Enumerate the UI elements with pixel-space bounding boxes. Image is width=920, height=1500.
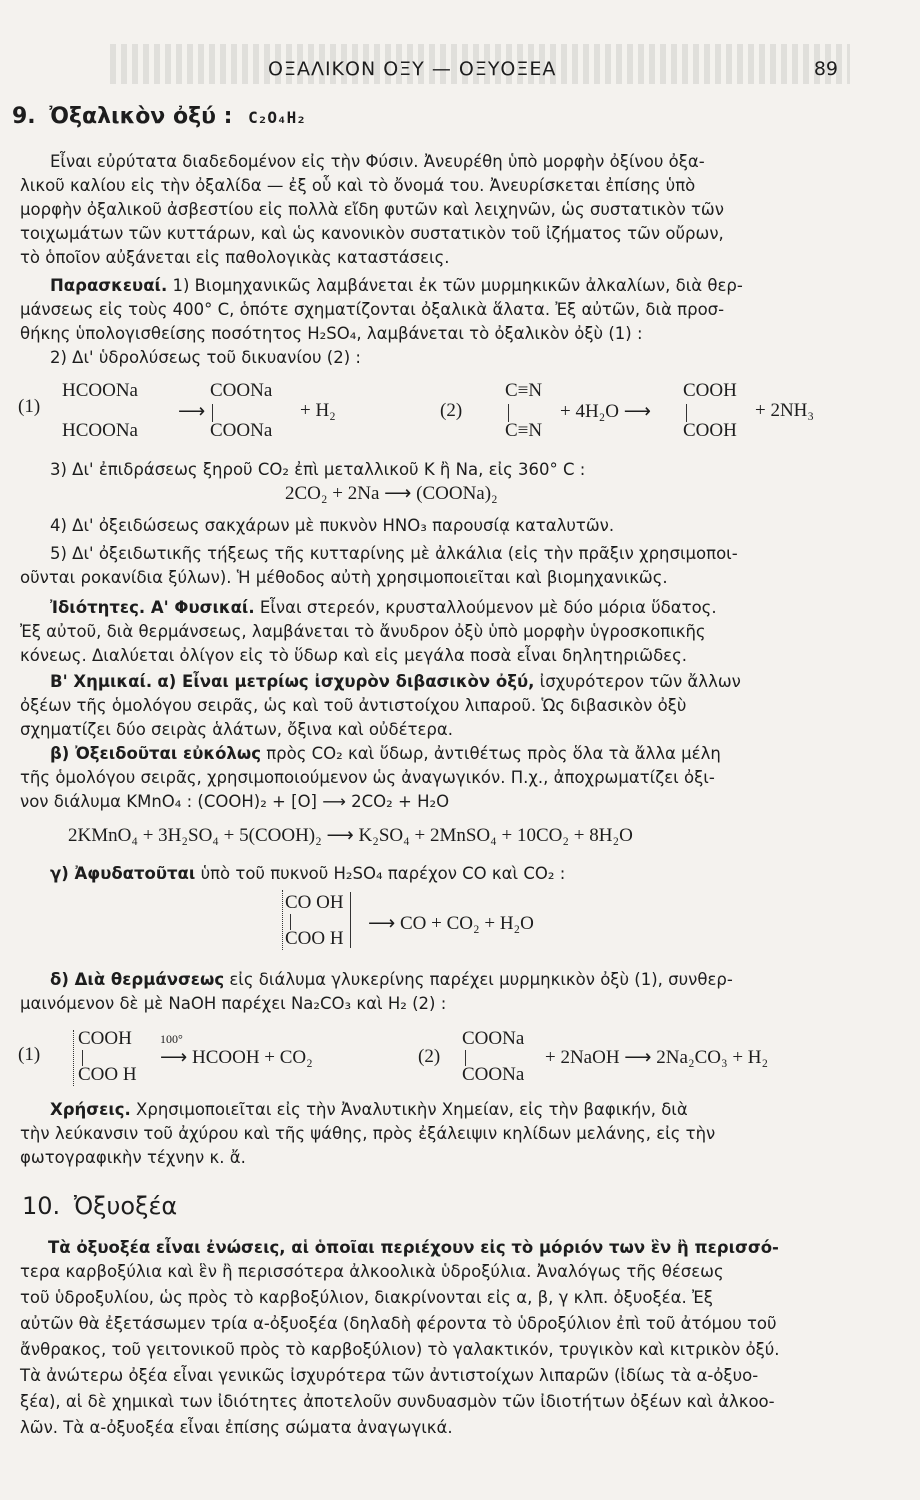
paragraph-line: λῶν. Τὰ α-ὀξυοξέα εἶναι ἐπίσης σώματα ἀναγωγικά. <box>20 1418 453 1437</box>
props-label: Ἰδιότητες. Α' Φυσικαί. <box>50 598 255 617</box>
paragraph-line: τὸ ὁποῖον αὐξάνεται εἰς παθολογικὰς καταστάσεις. <box>20 248 450 267</box>
eq-arrow: ⟶ <box>178 401 206 422</box>
eq-label: (2) <box>440 400 463 421</box>
eq-term: COO H <box>78 1064 137 1085</box>
paragraph-line: τοιχωμάτων τῶν κυττάρων, καὶ ὡς κανονικὸν συστατικὸν τοῦ ἰζήματος τῶν οὔρων, <box>20 224 724 243</box>
eq-term: COOH <box>78 1028 132 1049</box>
eq-term: COONa <box>210 380 273 401</box>
paragraph-line: 2) Δι' ὑδρολύσεως τοῦ δικυανίου (2) : <box>50 348 361 367</box>
eq-term: CO OH <box>285 892 344 913</box>
eq-term: COONa <box>462 1064 525 1085</box>
bracket <box>350 892 351 948</box>
eq-term: COOH <box>683 380 737 401</box>
section-title: Ὀξυοξέα <box>73 1192 178 1220</box>
chem-label: Β' Χημικαί. <box>50 672 153 691</box>
paragraph-line: θήκης ὑπολογισθείσης ποσότητος H₂SO₄, λαμβάνεται τὸ ὀξαλικὸν ὀξὺ (1) : <box>20 324 643 343</box>
paragraph-line: μορφὴν ὀξαλικοῦ ἀσβεστίου εἰς πολλὰ εἴδη φυτῶν καὶ λειχηνῶν, ὡς συστατικὸν τῶν <box>20 200 724 219</box>
uses-text: Χρησιμοποιεῖται εἰς τὴν Ἀναλυτικὴν Χημείαν, εἰς τὴν βαφικήν, διὰ <box>136 1100 688 1119</box>
paragraph-line: αὐτῶν θὰ ἐξετάσωμεν τρία α-ὀξυοξέα (δηλαδὴ φέροντα τὸ ὑδροξύλιον ἐπὶ τοῦ ἀτόμου τοῦ <box>20 1314 777 1333</box>
paragraph-line <box>50 1098 688 1122</box>
eq-temperature: 100° <box>160 1032 183 1046</box>
chem-a-text: ἰσχυρότερον τῶν ἄλλων <box>539 672 741 691</box>
paragraph-line <box>50 742 721 766</box>
eq-term: + 4H₂O ⟶ <box>560 401 652 422</box>
paragraph-line: Εἶναι εὐρύτατα διαδεδομένον εἰς τὴν Φύσιν. Ἀνευρέθη ὑπὸ μορφὴν ὀξίνου ὀξα- <box>50 152 705 171</box>
paragraph-line: μαινόμενον δὲ μὲ NaOH παρέχει Na₂CO₃ καὶ H₂ (2) : <box>20 994 447 1013</box>
equation-line: 2CO₂ + 2Na ⟶ (COONa)₂ <box>285 483 498 504</box>
paragraph-line <box>50 596 717 620</box>
paragraph-line: φωτογραφικὴν τέχνην κ. ἄ. <box>20 1148 246 1167</box>
prep-text: 1) Βιομηχανικῶς λαμβάνεται ἐκ τῶν μυρμηκικῶν ἀλκαλίων, διὰ θερ- <box>172 276 743 295</box>
paragraph-line: νον διάλυμα KMnO₄ : (COOH)₂ + [O] ⟶ 2CO₂ + H₂O <box>20 792 450 811</box>
section-title: Ὀξαλικὸν ὀξύ : <box>49 104 233 129</box>
eq-term: + H₂ <box>300 400 336 421</box>
eq-term: ⟶ HCOOH + CO₂ <box>160 1047 313 1068</box>
paragraph-line: σχηματίζει δύο σειρὰς ἁλάτων, ὄξινα καὶ οὐδέτερα. <box>20 720 454 739</box>
paragraph-line: τῆς ὁμολόγου σειρᾶς, χρησιμοποιούμενον ὡς ἀναγωγικόν. Π.χ., ἀποχρωματίζει ὀξι- <box>20 768 715 787</box>
chem-d-label: δ) Διὰ θερμάνσεως <box>50 970 225 989</box>
running-head: ΟΞΑΛΙΚΟΝ ΟΞΥ — ΟΞΥΟΞΕΑ <box>268 58 557 80</box>
chem-b-label: β) Ὀξειδοῦται εὐκόλως <box>50 744 261 763</box>
chem-b-text: πρὸς CO₂ καὶ ὕδωρ, ἀντιθέτως πρὸς ὅλα τὰ ἄλλα μέλη <box>266 744 721 763</box>
uses-label: Χρήσεις. <box>50 1100 131 1119</box>
paragraph-line: 3) Δι' ἐπιδράσεως ξηροῦ CO₂ ἐπὶ μεταλλικοῦ K ἢ Na, εἰς 360° C : <box>50 460 586 479</box>
paragraph-line: οῦνται ροκανίδια ξύλων). Ἡ μέθοδος αὐτὴ χρησιμοποιεῖται καὶ βιομηχανικῶς. <box>20 568 668 587</box>
paragraph-line: Τὰ ὀξυοξέα εἶναι ἐνώσεις, αἱ ὁποῖαι περιέχουν εἰς τὸ μόριόν των ἓν ἢ περισσό- <box>48 1238 779 1257</box>
paragraph-line: τὴν λεύκανσιν τοῦ ἀχύρου καὶ τῆς ψάθης, πρὸς ἐξάλειψιν κηλίδων μελάνης, εἰς τὴν <box>20 1124 716 1143</box>
eq-term: + 2NaOH ⟶ 2Na₂CO₃ + H₂ <box>545 1047 769 1068</box>
paragraph-line: ἄνθρακος, τοῦ γειτονικοῦ πρὸς τὸ καρβοξύλιον) τὸ γαλακτικόν, τρυγικὸν καὶ κιτρικὸν ὀξύ. <box>20 1340 780 1359</box>
paragraph-line: τοῦ ὑδροξυλίου, ὡς πρὸς τὸ καρβοξύλιον, διακρίνονται εἰς α, β, γ κλπ. ὀξυοξέα. Ἐξ <box>20 1288 713 1307</box>
paragraph-line: λικοῦ καλίου εἰς τὴν ὀξαλίδα — ἐξ οὗ καὶ τὸ ὄνομά του. Ἀνευρίσκεται ἐπίσης ὑπὸ <box>20 176 696 195</box>
paragraph-line: 5) Δι' ὀξειδωτικῆς τήξεως τῆς κυτταρίνης μὲ ἀλκάλια (εἰς τὴν πρᾶξιν χρησιμοποι- <box>50 544 738 563</box>
section-number: 9. <box>12 104 36 129</box>
paragraph-line: ξέα), αἱ δὲ χημικαὶ των ἰδιότητες ἀποτελοῦν συνδυασμὸν τῶν ἰδιοτήτων ὀξέων καὶ ἀλκοο- <box>20 1392 775 1411</box>
paragraph-line: Ἐξ αὐτοῦ, διὰ θερμάνσεως, λαμβάνεται τὸ ἄνυδρον ὀξὺ ὑπὸ μορφὴν ὑγροσκοπικῆς <box>20 622 706 641</box>
paragraph-line: Τὰ ἀνώτερω ὀξέα εἶναι γενικῶς ἰσχυρότερα τῶν ἀντιστοίχων λιπαρῶν (ἰδίως τὰ α-ὀξυο- <box>20 1366 759 1385</box>
eq-term: HCOONa <box>62 380 138 401</box>
section-number: 10. <box>22 1192 61 1220</box>
eq-term: COONa <box>210 420 273 441</box>
paragraph-line: τερα καρβοξύλια καὶ ἓν ἢ περισσότερα ἀλκοολικὰ ὑδροξύλια. Ἀναλόγως τῆς θέσεως <box>20 1262 724 1281</box>
prep-label: Παρασκευαί. <box>50 276 168 295</box>
eq-term: HCOONa <box>62 420 138 441</box>
paragraph-line: κόνεως. Διαλύεται ὀλίγον εἰς τὸ ὕδωρ καὶ εἰς μεγάλα ποσὰ εἶναι δηλητηριῶδες. <box>20 646 688 665</box>
eq-term: + 2NH₃ <box>755 400 815 421</box>
eq-term: ⟶ CO + CO₂ + H₂O <box>368 913 534 934</box>
chem-c-label: γ) Ἀφυδατοῦται <box>50 864 196 883</box>
page-header <box>0 58 920 82</box>
bracket <box>282 890 283 950</box>
eq-label: (1) <box>18 1044 41 1065</box>
eq-term: COOH <box>683 420 737 441</box>
equation-line: 2KMnO₄ + 3H₂SO₄ + 5(COOH)₂ ⟶ K₂SO₄ + 2MnSO₄ + 10CO₂ + 8H₂O <box>68 825 633 846</box>
paragraph-line <box>50 968 733 992</box>
section-9-heading <box>12 104 306 129</box>
bracket <box>73 1030 74 1086</box>
page-number: 89 <box>813 58 838 80</box>
paragraph-line <box>50 670 741 694</box>
paragraph-line: 4) Δι' ὀξειδώσεως σακχάρων μὲ πυκνὸν HNO₃ παρουσίᾳ καταλυτῶν. <box>50 516 615 535</box>
section-formula: C₂O₄H₂ <box>248 108 306 127</box>
chem-c-text: ὑπὸ τοῦ πυκνοῦ H₂SO₄ παρέχον CO καὶ CO₂ : <box>200 864 566 883</box>
eq-term: COONa <box>462 1028 525 1049</box>
chem-a-label: α) Εἶναι μετρίως ἰσχυρὸν διβασικὸν ὀξύ, <box>157 672 535 691</box>
paragraph-line <box>50 862 565 886</box>
eq-term: COO H <box>285 928 344 949</box>
chem-d-text: εἰς διάλυμα γλυκερίνης παρέχει μυρμηκικὸν ὀξὺ (1), συνθερ- <box>229 970 733 989</box>
eq-term: C≡N <box>505 420 543 441</box>
paragraph-line: μάνσεως εἰς τοὺς 400° C, ὁπότε σχηματίζονται ὀξαλικὰ ἅλατα. Ἐξ αὐτῶν, διὰ προσ- <box>20 300 725 319</box>
props-text: Εἶναι στερεόν, κρυσταλλούμενον μὲ δύο μόρια ὕδατος. <box>259 598 717 617</box>
paragraph-line <box>50 274 743 298</box>
section-10-heading <box>22 1192 177 1220</box>
eq-label: (1) <box>18 396 41 417</box>
eq-term: C≡N <box>505 380 543 401</box>
paragraph-line: ὀξέων τῆς ὁμολόγου σειρᾶς, ὡς καὶ τοῦ ἀντιστοίχου λιπαροῦ. Ὡς διβασικὸν ὀξὺ <box>20 696 687 715</box>
eq-label: (2) <box>418 1046 441 1067</box>
